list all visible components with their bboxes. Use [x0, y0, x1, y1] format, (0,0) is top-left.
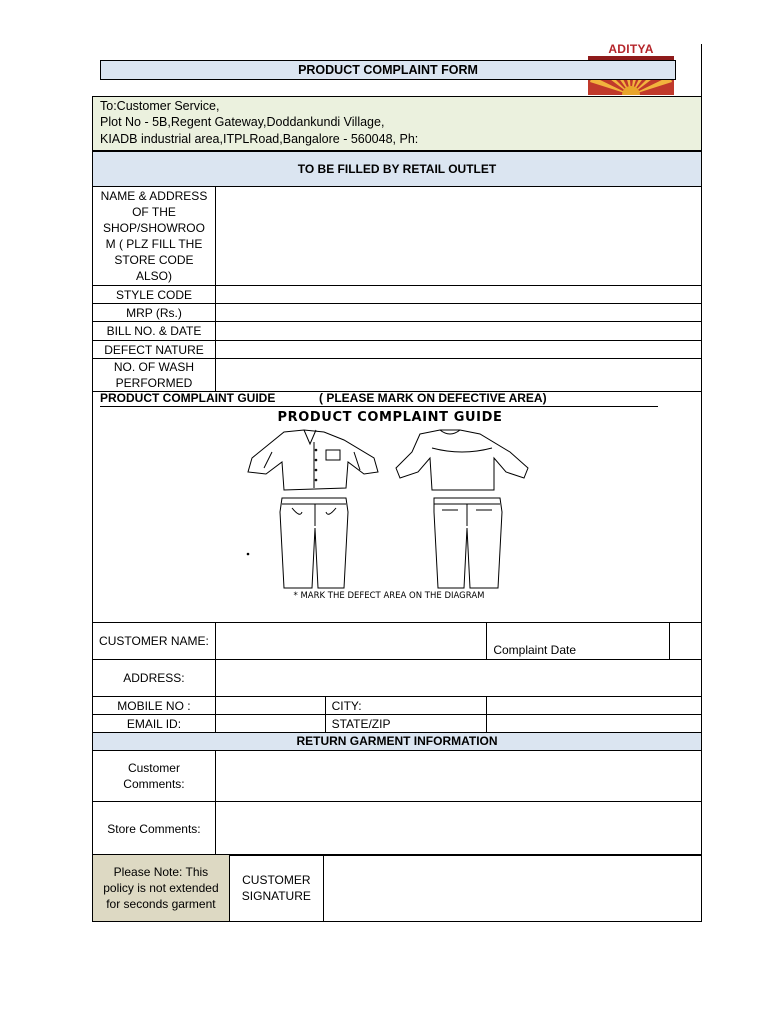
city-field[interactable]: [487, 697, 702, 715]
email-field[interactable]: [215, 715, 325, 733]
defect-nature-field[interactable]: [215, 341, 701, 359]
guide-label: PRODUCT COMPLAINT GUIDE: [100, 391, 276, 405]
garment-diagram[interactable]: [244, 428, 534, 594]
pants-front-icon: [280, 498, 348, 588]
store-comments-label: Store Comments:: [93, 802, 216, 856]
complaint-date-label: Complaint Date: [487, 623, 670, 660]
signature-table: [92, 854, 702, 922]
return-section-header: RETURN GARMENT INFORMATION: [92, 732, 702, 751]
retail-outlet-table: [92, 186, 702, 392]
bill-no-date-field[interactable]: [215, 322, 701, 341]
shop-address-field[interactable]: [215, 187, 701, 286]
mrp-label: MRP (Rs.): [93, 304, 216, 322]
pants-back-icon: [434, 498, 502, 588]
table-row: [93, 322, 702, 341]
comments-table: [92, 750, 702, 856]
signature-field[interactable]: [323, 855, 701, 922]
table-row: [93, 855, 702, 922]
state-zip-label: STATE/ZIP: [325, 715, 487, 733]
policy-note: Please Note: This policy is not extended for seconds garment: [93, 855, 230, 922]
customer-comments-label: Customer Comments:: [93, 751, 216, 802]
table-row: [93, 715, 702, 733]
table-row: [93, 802, 702, 856]
mobile-field[interactable]: [215, 697, 325, 715]
state-zip-field[interactable]: [487, 715, 702, 733]
table-row: [93, 286, 702, 304]
guide-heading: [100, 392, 658, 407]
form-title: PRODUCT COMPLAINT FORM: [100, 60, 676, 80]
table-row: [93, 359, 702, 392]
city-label: CITY:: [325, 697, 487, 715]
table-row: [93, 660, 702, 697]
address-field[interactable]: [215, 660, 701, 697]
style-code-label: STYLE CODE: [93, 286, 216, 304]
table-row: [93, 304, 702, 322]
shop-address-label: NAME & ADDRESS OF THE SHOP/SHOWROO M ( PLZ FILL THE STORE CODE ALSO): [93, 187, 216, 286]
table-row: [93, 187, 702, 286]
wash-count-field[interactable]: [215, 359, 701, 392]
signature-label: CUSTOMER SIGNATURE: [229, 855, 323, 922]
address-line-3: KIADB industrial area,ITPLRoad,Bangalore - 560048, Ph:: [100, 131, 419, 146]
complaint-date-field[interactable]: [670, 623, 702, 660]
customer-comments-field[interactable]: [215, 751, 701, 802]
table-row: [93, 341, 702, 359]
address-label: ADDRESS:: [93, 660, 216, 697]
table-row: [93, 623, 702, 660]
table-row: [93, 751, 702, 802]
retail-section-header: TO BE FILLED BY RETAIL OUTLET: [92, 151, 702, 187]
address-line-1: To:Customer Service,: [100, 99, 220, 113]
mrp-field[interactable]: [215, 304, 701, 322]
header-rule: [701, 44, 702, 96]
shirt-front-icon: [248, 430, 378, 490]
wash-count-label: NO. OF WASH PERFORMED: [93, 359, 216, 392]
store-comments-field[interactable]: [215, 802, 701, 856]
address-line-2: Plot No - 5B,Regent Gateway,Doddankundi Village,: [100, 115, 385, 130]
customer-table: [92, 622, 702, 733]
customer-name-label: CUSTOMER NAME:: [93, 623, 216, 660]
defect-nature-label: DEFECT NATURE: [93, 341, 216, 359]
bill-no-date-label: BILL NO. & DATE: [93, 322, 216, 341]
style-code-field[interactable]: [215, 286, 701, 304]
mobile-label: MOBILE NO :: [93, 697, 216, 715]
brand-logo-text: ADITYA: [608, 42, 654, 56]
customer-name-field[interactable]: [215, 623, 486, 660]
shirt-back-icon: [396, 430, 528, 490]
recipient-address: [92, 96, 702, 151]
diagram-note: * MARK THE DEFECT AREA ON THE DIAGRAM: [293, 591, 485, 601]
diagram-title: PRODUCT COMPLAINT GUIDE: [277, 410, 503, 425]
table-row: [93, 697, 702, 715]
email-label: EMAIL ID:: [93, 715, 216, 733]
guide-instruction: ( PLEASE MARK ON DEFECTIVE AREA): [319, 391, 547, 405]
